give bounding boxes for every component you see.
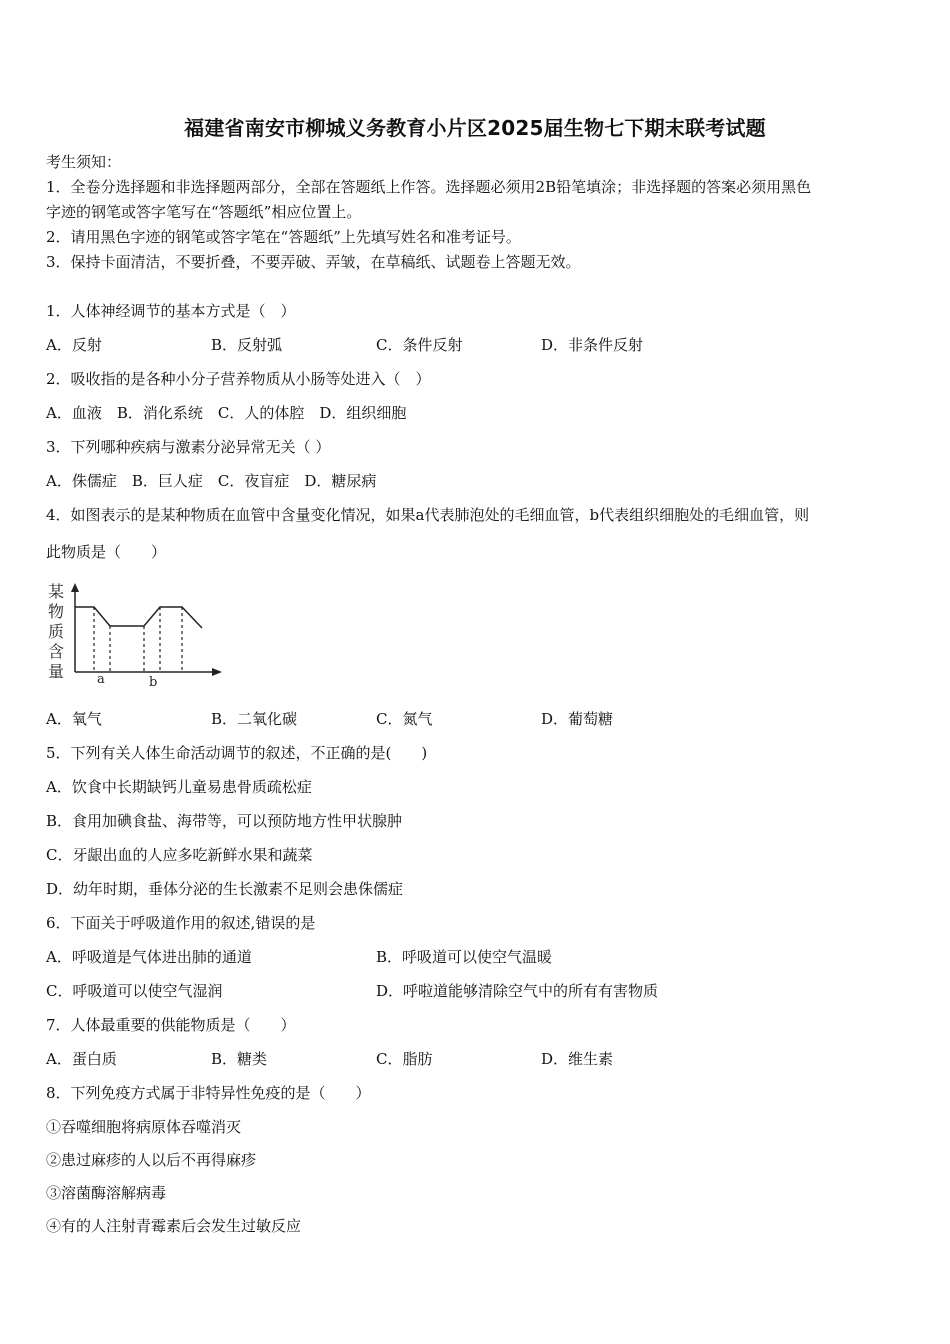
- q4-figure: [44, 580, 224, 690]
- q7-option-c: C．脂肪: [376, 1050, 433, 1068]
- q5-stem: 5．下列有关人体生命活动调节的叙述，不正确的是( ): [46, 744, 428, 762]
- y-label-char-3: 质: [48, 622, 65, 641]
- q6-option-d: D．呼啦道能够清除空气中的所有有害物质: [376, 982, 659, 1000]
- q6-stem: 6．下面关于呼吸道作用的叙述,错误的是: [46, 914, 316, 932]
- y-label-char-1: 某: [48, 582, 65, 601]
- q1-stem: 1．人体神经调节的基本方式是（ ）: [46, 302, 296, 320]
- y-axis-arrow-icon: [71, 583, 79, 592]
- mark-a: a: [97, 672, 105, 687]
- q6-option-c: C．呼吸道可以使空气湿润: [46, 982, 223, 1000]
- q1-option-a: A．反射: [46, 336, 102, 354]
- notice-item-1a: 1．全卷分选择题和非选择题两部分，全部在答题纸上作答。选择题必须用2B铅笔填涂；非选择题的答案必须用黑色: [46, 178, 812, 196]
- q7-option-d: D．维生素: [541, 1050, 614, 1068]
- q8-item-4: ④有的人注射青霉素后会发生过敏反应: [46, 1217, 302, 1235]
- q7-option-b: B．糖类: [211, 1050, 268, 1068]
- q4-option-d: D．葡萄糖: [541, 710, 614, 728]
- q5-option-c: C．牙龈出血的人应多吃新鲜水果和蔬菜: [46, 846, 313, 864]
- q3-options: A．侏儒症 B．巨人症 C．夜盲症 D．糖尿病: [46, 472, 377, 490]
- content-curve: [75, 607, 202, 628]
- q1-option-c: C．条件反射: [376, 336, 463, 354]
- y-label-char-5: 量: [48, 662, 65, 681]
- x-axis-arrow-icon: [212, 668, 222, 676]
- q2-stem: 2．吸收指的是各种小分子营养物质从小肠等处进入（ ）: [46, 370, 431, 388]
- q5-option-d: D．幼年时期，垂体分泌的生长激素不足则会患侏儒症: [46, 880, 404, 898]
- q3-stem: 3．下列哪种疾病与激素分泌异常无关（ ）: [46, 438, 331, 456]
- q8-item-2: ②患过麻疹的人以后不再得麻疹: [46, 1151, 257, 1169]
- q4-stem-line-2: 此物质是（ ）: [46, 543, 167, 561]
- q2-options: A．血液 B．消化系统 C．人的体腔 D．组织细胞: [46, 404, 407, 422]
- q8-stem: 8．下列免疫方式属于非特异性免疫的是（ ）: [46, 1084, 371, 1102]
- q4-option-c: C．氮气: [376, 710, 433, 728]
- notice-item-3: 3．保持卡面清洁，不要折叠，不要弄破、弄皱，在草稿纸、试题卷上答题无效。: [46, 253, 581, 271]
- q5-option-a: A．饮食中长期缺钙儿童易患骨质疏松症: [46, 778, 312, 796]
- notice-heading: 考生须知：: [46, 153, 122, 171]
- q4-option-a: A．氧气: [46, 710, 102, 728]
- q6-option-b: B．呼吸道可以使空气温暖: [376, 948, 553, 966]
- mark-b: b: [149, 675, 158, 690]
- q8-item-1: ①吞噬细胞将病原体吞噬消灭: [46, 1118, 242, 1136]
- notice-item-1b: 字迹的钢笔或答字笔写在“答题纸”相应位置上。: [46, 203, 362, 221]
- q8-item-3: ③溶菌酶溶解病毒: [46, 1184, 167, 1202]
- q1-option-b: B．反射弧: [211, 336, 283, 354]
- q6-option-a: A．呼吸道是气体进出肺的通道: [46, 948, 252, 966]
- y-label-char-4: 含: [48, 642, 65, 661]
- q7-stem: 7．人体最重要的供能物质是（ ）: [46, 1016, 296, 1034]
- q7-option-a: A．蛋白质: [46, 1050, 117, 1068]
- page-title: 福建省南安市柳城义务教育小片区2025届生物七下期末联考试题: [184, 116, 766, 140]
- q4-option-b: B．二氧化碳: [211, 710, 298, 728]
- q4-stem-line-1: 4．如图表示的是某种物质在血管中含量变化情况，如果a代表肺泡处的毛细血管，b代表组织细胞处的毛细血管，则: [46, 506, 810, 524]
- notice-item-2: 2．请用黑色字迹的钢笔或答字笔在“答题纸”上先填写姓名和准考证号。: [46, 228, 521, 246]
- q1-option-d: D．非条件反射: [541, 336, 644, 354]
- y-label-char-2: 物: [48, 602, 65, 621]
- q5-option-b: B．食用加碘食盐、海带等，可以预防地方性甲状腺肿: [46, 812, 403, 830]
